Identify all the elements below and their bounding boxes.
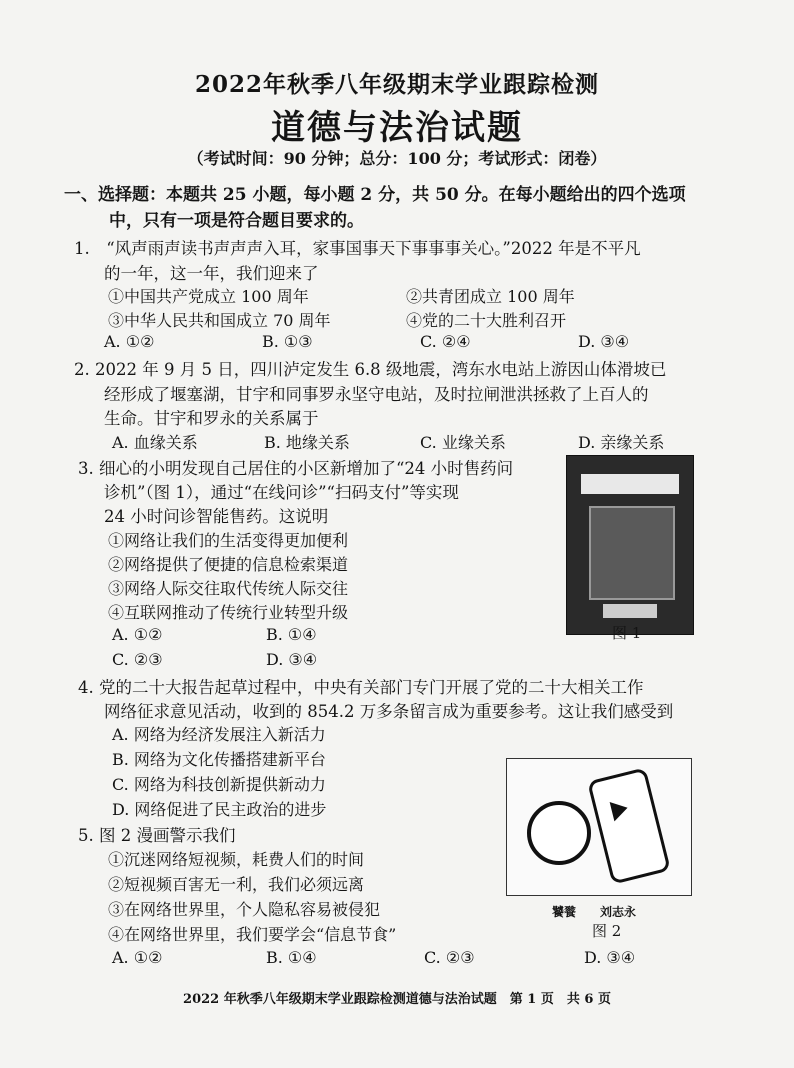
clock-icon — [527, 801, 591, 865]
kiosk-panel — [589, 506, 675, 600]
q1-option-d: D. ③④ — [578, 332, 630, 351]
q5-statement-3: ③在网络世界里，个人隐私容易被侵犯 — [108, 900, 381, 919]
q3-statement-3: ③网络人际交往取代传统人际交往 — [108, 579, 349, 598]
q3-option-b: B. ①④ — [266, 625, 317, 644]
q3-line3: 24 小时问诊智能售药。这说明 — [104, 507, 329, 526]
q4-option-c: C. 网络为科技创新提供新动力 — [112, 775, 326, 794]
q3-option-d: D. ③④ — [266, 650, 318, 669]
q3-option-c: C. ②③ — [112, 650, 163, 669]
figure-1-medicine-kiosk — [566, 455, 694, 635]
play-icon — [610, 798, 630, 821]
q5-statement-2: ②短视频百害无一利，我们必须远离 — [108, 875, 365, 894]
q2-line2: 经形成了堰塞湖，甘宇和同事罗永坚守电站，及时拉闸泄洪拯救了上百人的 — [104, 385, 649, 404]
figure-2-caption: 图 2 — [592, 922, 622, 940]
q1-option-a: A. ①② — [104, 332, 155, 351]
q2-line3: 生命。甘宇和罗永的关系属于 — [104, 409, 319, 428]
q4-option-b: B. 网络为文化传播搭建新平台 — [112, 750, 326, 769]
q1-statement-3: ③中华人民共和国成立 70 周年 — [108, 311, 331, 330]
q1-line1: 1. “风声雨声读书声声声入耳，家事国事天下事事事关心。”2022 年是不平凡 — [74, 239, 641, 258]
q2-line1: 2. 2022 年 9 月 5 日，四川泸定发生 6.8 级地震，湾东水电站上游因山体滑坡已 — [74, 360, 667, 379]
cartoon-caption: 饕餮 刘志永 — [552, 905, 637, 919]
figure-1-caption: 图 1 — [612, 624, 642, 642]
section-heading-line2: 中，只有一项是符合题目要求的。 — [109, 211, 364, 231]
q3-statement-2: ②网络提供了便捷的信息检索渠道 — [108, 555, 349, 574]
q1-line2: 的一年，这一年，我们迎来了 — [104, 264, 319, 283]
kiosk-screen — [581, 474, 679, 494]
q4-line1: 4. 党的二十大报告起草过程中，中央有关部门专门开展了党的二十大相关工作 — [78, 678, 644, 697]
q2-option-d: D. 亲缘关系 — [578, 433, 665, 452]
q4-option-a: A. 网络为经济发展注入新活力 — [112, 725, 326, 744]
q5-option-c: C. ②③ — [424, 948, 475, 967]
q2-option-b: B. 地缘关系 — [264, 433, 350, 452]
q5-option-d: D. ③④ — [584, 948, 636, 967]
exam-info: （考试时间：90 分钟；总分：100 分；考试形式：闭卷） — [187, 149, 607, 168]
q5-statement-1: ①沉迷网络短视频，耗费人们的时间 — [108, 850, 365, 869]
q3-option-a: A. ①② — [112, 625, 163, 644]
q4-option-d: D. 网络促进了民主政治的进步 — [112, 800, 327, 819]
kiosk-slot — [603, 604, 657, 618]
page-footer: 2022 年秋季八年级期末学业跟踪检测道德与法治试题 第 1 页 共 6 页 — [183, 992, 611, 1007]
q3-statement-1: ①网络让我们的生活变得更加便利 — [108, 531, 349, 550]
q1-statement-4: ④党的二十大胜利召开 — [406, 311, 567, 330]
q5-line1: 5. 图 2 漫画警示我们 — [78, 826, 236, 845]
q1-option-c: C. ②④ — [420, 332, 471, 351]
q2-option-c: C. 业缘关系 — [420, 433, 506, 452]
q3-line2: 诊机”（图 1），通过“在线问诊”“扫码支付”等实现 — [104, 483, 459, 502]
q1-option-b: B. ①③ — [262, 332, 313, 351]
q5-option-a: A. ①② — [112, 948, 163, 967]
figure-2-cartoon — [506, 758, 692, 896]
q1-statement-2: ②共青团成立 100 周年 — [406, 287, 575, 306]
phone-icon — [587, 767, 671, 884]
section-heading-line1: 一、选择题：本题共 25 小题，每小题 2 分，共 50 分。在每小题给出的四个选项 — [64, 185, 686, 205]
q4-line2: 网络征求意见活动，收到的 854.2 万多条留言成为重要参考。这让我们感受到 — [104, 702, 674, 721]
exam-title: 2022年秋季八年级期末学业跟踪检测 — [194, 71, 599, 98]
q5-statement-4: ④在网络世界里，我们要学会“信息节食” — [108, 925, 397, 944]
q3-line1: 3. 细心的小明发现自己居住的小区新增加了“24 小时售药问 — [78, 459, 514, 478]
q5-option-b: B. ①④ — [266, 948, 317, 967]
section-heading — [64, 182, 744, 234]
subject-title: 道德与法治试题 — [271, 108, 523, 148]
q1-statement-1: ①中国共产党成立 100 周年 — [108, 287, 309, 306]
q3-statement-4: ④互联网推动了传统行业转型升级 — [108, 603, 349, 622]
q2-option-a: A. 血缘关系 — [112, 433, 198, 452]
